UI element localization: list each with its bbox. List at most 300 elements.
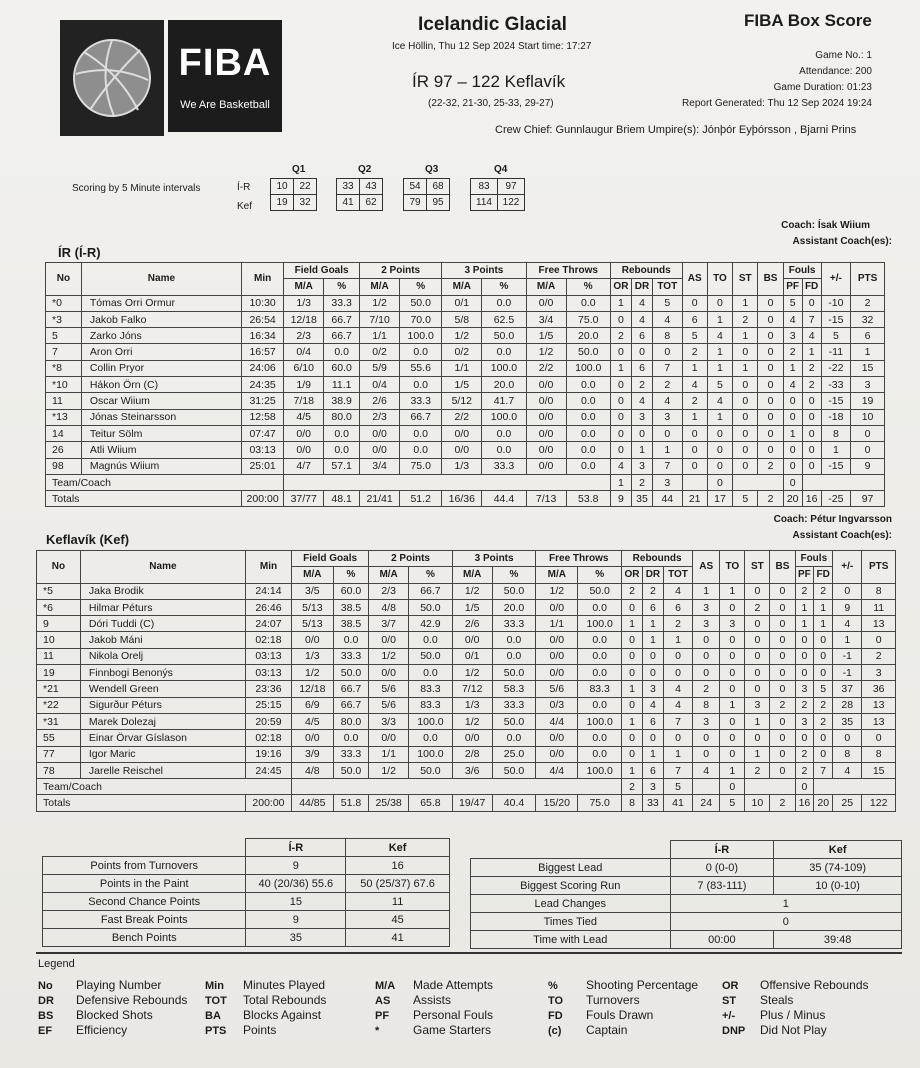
reb-dr: 1 <box>631 442 652 458</box>
p2-pct: 66.7 <box>408 583 452 599</box>
p3-ma: 1/2 <box>452 665 492 681</box>
player-name: Sigurður Péturs <box>80 697 245 713</box>
minutes: 07:47 <box>242 425 284 441</box>
player-name: Einar Örvar Gíslason <box>80 730 245 746</box>
plus-minus: 1 <box>821 442 851 458</box>
stat-team1: 7 (83-111) <box>670 877 774 895</box>
fg-ma: 12/18 <box>291 681 333 697</box>
p2-ma: 0/4 <box>360 377 400 393</box>
header-3-points: 3 Points <box>452 551 536 567</box>
ft-ma: 1/5 <box>526 328 566 344</box>
player-name: Nikola Orelj <box>80 648 245 664</box>
legend-item <box>548 993 640 1007</box>
legend-desc: Playing Number <box>76 978 162 992</box>
assists: 1 <box>693 583 720 599</box>
totals-reb-dr: 33 <box>642 795 663 811</box>
fouls-fd: 7 <box>802 311 821 327</box>
interval-cell: 122 <box>498 195 525 211</box>
player-row <box>37 697 896 713</box>
blocks: 0 <box>758 344 783 360</box>
assists: 2 <box>693 681 720 697</box>
fg-pct: 66.7 <box>324 328 360 344</box>
ft-pct: 83.3 <box>578 681 622 697</box>
p2-ma: 1/1 <box>360 328 400 344</box>
fouls-fd: 0 <box>802 393 821 409</box>
p3-ma: 0/0 <box>452 730 492 746</box>
team2-name: Keflavík (Kef) <box>46 532 130 547</box>
blocks: 0 <box>758 328 783 344</box>
reb-or: 1 <box>622 713 643 729</box>
team-reb-dr: 3 <box>642 779 663 795</box>
reb-tot: 1 <box>663 746 692 762</box>
p2-pct: 0.0 <box>400 377 442 393</box>
legend-abbr: FD <box>548 1010 563 1022</box>
game-number: Game No.: 1 <box>815 50 872 61</box>
totals-assists: 21 <box>682 491 707 507</box>
totals-steals: 5 <box>733 491 758 507</box>
stats-right-header-team2: Kef <box>774 841 902 859</box>
p3-pct: 50.0 <box>482 328 526 344</box>
p3-ma: 0/1 <box>452 648 492 664</box>
team-coach-label: Team/Coach <box>46 474 284 490</box>
legend-item <box>205 978 325 992</box>
p3-pct: 100.0 <box>482 360 526 376</box>
stat-team1: 0 (0-0) <box>670 859 774 877</box>
times-tied-label: Times Tied <box>471 913 671 931</box>
fouls-fd: 0 <box>802 425 821 441</box>
header-field-goals: Field Goals <box>284 263 360 279</box>
points: 8 <box>862 583 896 599</box>
player-row <box>37 632 896 648</box>
player-row <box>46 458 885 474</box>
header-name: Name <box>81 263 241 296</box>
header-free-throws: Free Throws <box>536 551 622 567</box>
fg-ma: 12/18 <box>284 311 324 327</box>
legend-abbr: (c) <box>548 1025 562 1037</box>
fouls-pf: 1 <box>783 425 802 441</box>
player-row <box>37 583 896 599</box>
header-plus-minus: +/- <box>833 551 862 584</box>
steals: 1 <box>745 713 770 729</box>
fg-pct: 11.1 <box>324 377 360 393</box>
p3-pct: 0.0 <box>492 632 536 648</box>
assists: 3 <box>693 713 720 729</box>
player-name: Marek Dolezaj <box>80 713 245 729</box>
ft-pct: 0.0 <box>566 425 610 441</box>
p3-ma: 3/6 <box>452 762 492 778</box>
reb-or: 0 <box>610 311 631 327</box>
interval-cell: 54 <box>404 179 427 195</box>
turnovers: 0 <box>707 295 732 311</box>
plus-minus: -15 <box>821 458 851 474</box>
fg-pct: 0.0 <box>333 730 369 746</box>
reb-dr: 4 <box>642 697 663 713</box>
p3-ma: 1/2 <box>442 328 482 344</box>
legend-desc: Assists <box>413 993 452 1007</box>
points: 2 <box>862 648 896 664</box>
turnovers: 1 <box>720 583 745 599</box>
ft-ma: 0/0 <box>536 665 578 681</box>
p2-pct: 42.9 <box>408 616 452 632</box>
fouls-fd: 1 <box>814 599 833 615</box>
player-row <box>46 311 885 327</box>
turnovers: 1 <box>707 360 732 376</box>
stat-team2: 16 <box>346 857 450 875</box>
header-ma: M/A <box>526 279 566 295</box>
fouls-fd: 0 <box>802 409 821 425</box>
p2-pct: 0.0 <box>408 665 452 681</box>
interval-cell: 43 <box>360 179 383 195</box>
p3-pct: 33.3 <box>492 616 536 632</box>
header-2-points: 2 Points <box>360 263 442 279</box>
player-number: 19 <box>37 665 81 681</box>
assists: 4 <box>693 762 720 778</box>
interval-cell: 19 <box>271 195 294 211</box>
player-name: Atli Wiium <box>81 442 241 458</box>
minutes: 16:57 <box>242 344 284 360</box>
stat-row <box>43 857 450 875</box>
minutes: 20:59 <box>245 713 291 729</box>
legend-abbr: EF <box>38 1025 53 1037</box>
points: 19 <box>851 393 885 409</box>
plus-minus: -11 <box>821 344 851 360</box>
p3-pct: 58.3 <box>492 681 536 697</box>
p3-ma: 1/2 <box>452 583 492 599</box>
totals-p2-ma: 21/41 <box>360 491 400 507</box>
stat-team2: 10 (0-10) <box>774 877 902 895</box>
header-pts: PTS <box>851 263 885 296</box>
ft-ma: 0/0 <box>526 442 566 458</box>
blank-cell <box>814 779 896 795</box>
stat-label: Bench Points <box>43 929 246 947</box>
legend-item <box>375 978 493 992</box>
ft-ma: 3/4 <box>526 311 566 327</box>
player-number: *8 <box>46 360 82 376</box>
plus-minus: 35 <box>833 713 862 729</box>
player-number: 78 <box>37 762 81 778</box>
team-reb-or: 2 <box>622 779 643 795</box>
p2-ma: 2/3 <box>369 583 409 599</box>
fouls-fd: 0 <box>814 648 833 664</box>
p2-pct: 100.0 <box>408 746 452 762</box>
legend-desc: Minutes Played <box>243 978 326 992</box>
minutes: 25:01 <box>242 458 284 474</box>
p2-pct: 75.0 <box>400 458 442 474</box>
points: 13 <box>862 713 896 729</box>
legend-abbr: * <box>375 1025 380 1037</box>
turnovers: 0 <box>707 458 732 474</box>
fouls-pf: 0 <box>783 393 802 409</box>
points: 10 <box>851 409 885 425</box>
totals-reb-dr: 35 <box>631 491 652 507</box>
fg-ma: 0/0 <box>284 442 324 458</box>
fouls-fd: 7 <box>814 762 833 778</box>
p2-pct: 50.0 <box>408 648 452 664</box>
team-turnovers: 0 <box>720 779 745 795</box>
blocks: 0 <box>770 730 795 746</box>
ft-pct: 100.0 <box>578 713 622 729</box>
p2-pct: 50.0 <box>408 599 452 615</box>
ft-pct: 0.0 <box>578 746 622 762</box>
minutes: 19:16 <box>245 746 291 762</box>
stats-right-rows <box>471 859 902 895</box>
fouls-pf: 0 <box>783 458 802 474</box>
p2-pct: 33.3 <box>400 393 442 409</box>
stat-team2: 45 <box>346 911 450 929</box>
interval-cell: 41 <box>337 195 360 211</box>
p3-pct: 0.0 <box>482 295 526 311</box>
reb-dr: 3 <box>631 409 652 425</box>
fouls-fd: 2 <box>802 377 821 393</box>
p2-pct: 55.6 <box>400 360 442 376</box>
plus-minus: 0 <box>833 730 862 746</box>
interval-cell: 62 <box>360 195 383 211</box>
p3-ma: 1/1 <box>442 360 482 376</box>
ft-ma: 0/3 <box>536 697 578 713</box>
turnovers: 0 <box>720 648 745 664</box>
fg-ma: 1/2 <box>291 665 333 681</box>
legend-abbr: ST <box>722 995 737 1007</box>
interval-cell: 10 <box>271 179 294 195</box>
minutes: 24:14 <box>245 583 291 599</box>
minutes: 02:18 <box>245 632 291 648</box>
header-as: AS <box>693 551 720 584</box>
reb-dr: 4 <box>631 295 652 311</box>
player-row <box>37 713 896 729</box>
legend-item <box>375 1008 493 1022</box>
header-no: No <box>46 263 82 296</box>
fg-pct: 33.3 <box>324 295 360 311</box>
legend-desc: Shooting Percentage <box>586 978 699 992</box>
legend-desc: Turnovers <box>586 993 640 1007</box>
player-row <box>37 762 896 778</box>
totals-fg-ma: 44/85 <box>291 795 333 811</box>
p3-pct: 0.0 <box>492 648 536 664</box>
final-score: ÍR 97 – 122 Keflavík <box>412 72 566 91</box>
fouls-fd: 0 <box>814 665 833 681</box>
steals: 0 <box>733 377 758 393</box>
reb-dr: 0 <box>631 344 652 360</box>
p3-pct: 0.0 <box>482 442 526 458</box>
header-pts: PTS <box>862 551 896 584</box>
legend-desc: Personal Fouls <box>413 1008 494 1022</box>
player-number: 11 <box>46 393 82 409</box>
p3-ma: 0/0 <box>442 425 482 441</box>
reb-tot: 4 <box>653 393 683 409</box>
points: 15 <box>862 762 896 778</box>
stat-team2: 35 (74-109) <box>774 859 902 877</box>
reb-dr: 0 <box>642 665 663 681</box>
points: 32 <box>851 311 885 327</box>
stat-row <box>43 911 450 929</box>
fg-pct: 33.3 <box>333 648 369 664</box>
reb-tot: 0 <box>653 344 683 360</box>
points: 0 <box>862 730 896 746</box>
p3-ma: 1/3 <box>452 697 492 713</box>
blank-cell <box>693 779 720 795</box>
reb-tot: 0 <box>663 665 692 681</box>
totals-p3-ma: 16/36 <box>442 491 482 507</box>
totals-ft-ma: 15/20 <box>536 795 578 811</box>
plus-minus: 0 <box>833 583 862 599</box>
fouls-pf: 0 <box>783 409 802 425</box>
ft-ma: 0/0 <box>526 393 566 409</box>
legend-abbr: OR <box>722 980 739 992</box>
player-name: Igor Maric <box>80 746 245 762</box>
header-fouls: Fouls <box>783 263 821 279</box>
turnovers: 0 <box>720 746 745 762</box>
fouls-pf: 2 <box>795 746 814 762</box>
reb-tot: 8 <box>653 328 683 344</box>
p2-ma: 1/2 <box>369 648 409 664</box>
fg-ma: 6/10 <box>284 360 324 376</box>
fouls-fd: 0 <box>802 442 821 458</box>
p3-ma: 5/8 <box>442 311 482 327</box>
fouls-fd: 2 <box>814 583 833 599</box>
player-row <box>46 409 885 425</box>
team2-coach: Coach: Pétur Ingvarsson <box>773 514 892 525</box>
ft-pct: 0.0 <box>566 409 610 425</box>
assists: 3 <box>693 616 720 632</box>
p3-ma: 0/1 <box>442 295 482 311</box>
team2-box-table <box>36 550 896 812</box>
fg-pct: 0.0 <box>324 442 360 458</box>
player-name: Jónas Steinarsson <box>81 409 241 425</box>
turnovers: 0 <box>720 730 745 746</box>
ft-ma: 5/6 <box>536 681 578 697</box>
totals-fouls-fd: 16 <box>802 491 821 507</box>
interval-cell: 79 <box>404 195 427 211</box>
header-to: TO <box>720 551 745 584</box>
player-name: Finnbogi Benonýs <box>80 665 245 681</box>
reb-tot: 0 <box>653 425 683 441</box>
scoring-team2-label: Kef <box>237 201 253 212</box>
fg-ma: 0/0 <box>291 632 333 648</box>
p3-ma: 0/2 <box>442 344 482 360</box>
assists: 0 <box>682 442 707 458</box>
time-with-lead-label: Time with Lead <box>471 931 671 949</box>
stat-row <box>43 875 450 893</box>
plus-minus: 4 <box>833 762 862 778</box>
reb-dr: 1 <box>642 616 663 632</box>
blocks: 0 <box>770 632 795 648</box>
fg-pct: 0.0 <box>324 425 360 441</box>
header-fd: FD <box>814 567 833 583</box>
p2-ma: 1/2 <box>360 295 400 311</box>
legend-desc: Blocks Against <box>243 1008 322 1022</box>
turnovers: 0 <box>720 713 745 729</box>
plus-minus: -1 <box>833 665 862 681</box>
header-min: Min <box>245 551 291 584</box>
stat-team1: 35 <box>246 929 346 947</box>
header-pct: % <box>400 279 442 295</box>
ft-ma: 0/0 <box>526 377 566 393</box>
steals: 0 <box>733 393 758 409</box>
lead-changes-label: Lead Changes <box>471 895 671 913</box>
player-name: Dóri Tuddi (C) <box>80 616 245 632</box>
ft-pct: 0.0 <box>566 393 610 409</box>
fouls-pf: 4 <box>783 311 802 327</box>
blank-cell <box>733 474 784 490</box>
stat-team2: 41 <box>346 929 450 947</box>
steals: 0 <box>745 632 770 648</box>
stat-row <box>43 929 450 947</box>
reb-tot: 1 <box>663 632 692 648</box>
blocks: 0 <box>770 648 795 664</box>
reb-tot: 0 <box>663 648 692 664</box>
p3-pct: 62.5 <box>482 311 526 327</box>
minutes: 12:58 <box>242 409 284 425</box>
steals: 1 <box>745 746 770 762</box>
stats-left-header-team1: Í-R <box>246 839 346 857</box>
reb-tot: 7 <box>653 360 683 376</box>
fg-pct: 38.5 <box>333 616 369 632</box>
player-number: 9 <box>37 616 81 632</box>
fg-pct: 66.7 <box>333 697 369 713</box>
reb-dr: 3 <box>642 681 663 697</box>
fg-pct: 57.1 <box>324 458 360 474</box>
team1-coach: Coach: Ísak Wiium <box>781 220 870 231</box>
ft-ma: 0/0 <box>536 599 578 615</box>
fouls-pf: 1 <box>795 599 814 615</box>
fg-ma: 1/9 <box>284 377 324 393</box>
header-ma: M/A <box>442 279 482 295</box>
points: 3 <box>851 377 885 393</box>
totals-blocks: 2 <box>770 795 795 811</box>
team-reb-or: 1 <box>610 474 631 490</box>
player-row <box>37 616 896 632</box>
p3-pct: 100.0 <box>482 409 526 425</box>
player-number: *13 <box>46 409 82 425</box>
steals: 0 <box>733 442 758 458</box>
player-row <box>37 746 896 762</box>
legend-abbr: TO <box>548 995 564 1007</box>
reb-or: 0 <box>622 632 643 648</box>
reb-dr: 6 <box>631 360 652 376</box>
fg-pct: 0.0 <box>333 632 369 648</box>
legend-item <box>375 1023 491 1037</box>
header-min: Min <box>242 263 284 296</box>
stat-team2: 50 (25/37) 67.6 <box>346 875 450 893</box>
report-title: FIBA Box Score <box>744 11 872 30</box>
assists: 0 <box>693 665 720 681</box>
ft-pct: 0.0 <box>578 632 622 648</box>
reb-dr: 6 <box>642 713 663 729</box>
blocks: 2 <box>770 697 795 713</box>
minutes: 23:36 <box>245 681 291 697</box>
p2-ma: 0/0 <box>360 425 400 441</box>
p3-ma: 2/2 <box>442 409 482 425</box>
assists: 1 <box>682 360 707 376</box>
player-name: Hákon Örn (C) <box>81 377 241 393</box>
player-name: Jarelle Reischel <box>80 762 245 778</box>
player-number: *22 <box>37 697 81 713</box>
fouls-pf: 2 <box>783 344 802 360</box>
ft-ma: 0/0 <box>526 458 566 474</box>
p3-pct: 0.0 <box>482 425 526 441</box>
fg-pct: 50.0 <box>333 762 369 778</box>
legend-desc: Blocked Shots <box>76 1008 153 1022</box>
scoring-grid-q1 <box>270 178 317 211</box>
header-dr: DR <box>642 567 663 583</box>
legend-desc: Steals <box>760 993 794 1007</box>
legend-item <box>722 1008 825 1022</box>
header-to: TO <box>707 263 732 296</box>
plus-minus: 1 <box>833 632 862 648</box>
header-ma: M/A <box>369 567 409 583</box>
p2-pct: 50.0 <box>400 295 442 311</box>
player-row <box>37 648 896 664</box>
